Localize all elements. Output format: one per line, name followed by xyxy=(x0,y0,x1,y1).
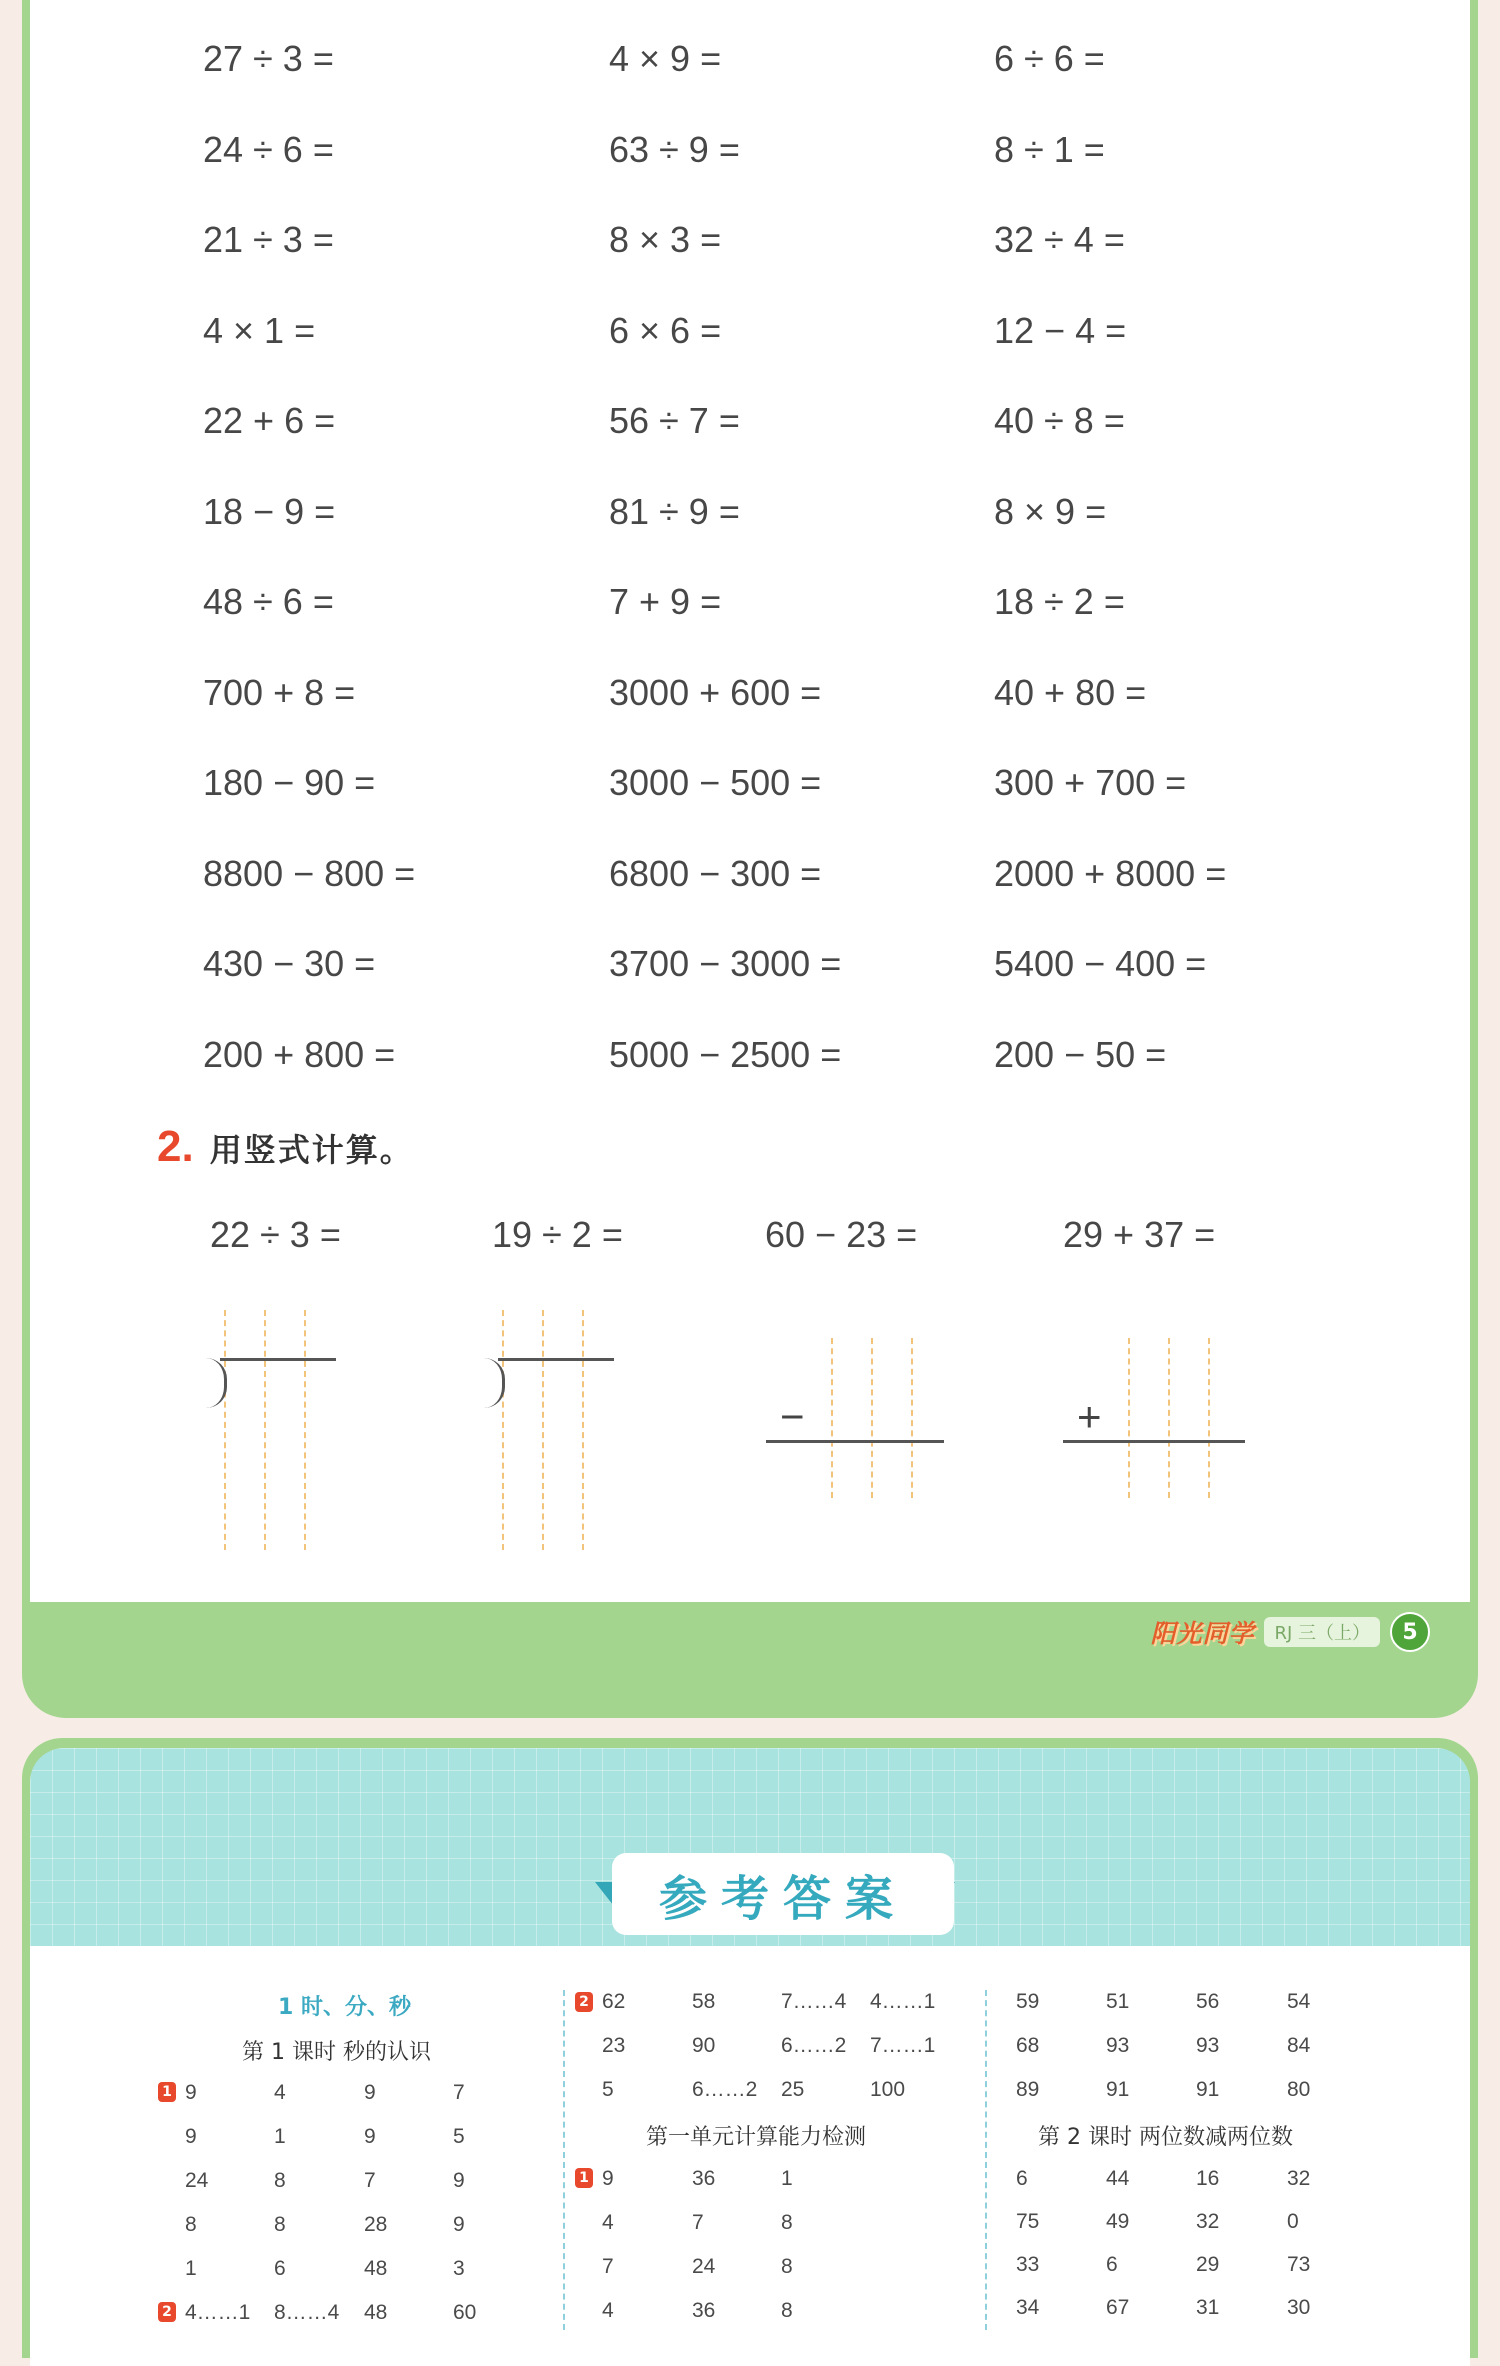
answer-value: 60 xyxy=(453,2301,477,2324)
vertical-problem: 60 − 23 = xyxy=(765,1214,918,1255)
answer-value: 30 xyxy=(1287,2296,1311,2319)
answer-value: 67 xyxy=(1106,2296,1130,2319)
answer-value: 1 xyxy=(274,2125,286,2148)
answer-value: 9 xyxy=(453,2169,465,2192)
calc-problem: 8800 − 800 = xyxy=(203,852,416,894)
calc-problem: 22 + 6 = xyxy=(203,400,336,441)
calc-problem: 7 + 9 = xyxy=(609,581,722,622)
calc-problem: 18 − 9 = xyxy=(203,490,336,532)
calc-problem: 56 ÷ 7 = xyxy=(609,400,740,441)
answer-value: 7 xyxy=(602,2255,614,2278)
calc-problem: 4 × 1 = xyxy=(203,309,316,351)
answer-value: 100 xyxy=(870,2078,906,2101)
calc-problem: 21 ÷ 3 = xyxy=(203,219,334,260)
calc-problem: 200 − 50 = xyxy=(994,1033,1167,1075)
answer-value: 4 xyxy=(274,2081,286,2104)
brand-logo: 阳光同学 xyxy=(1150,1619,1255,1648)
lesson-heading: 第 2 课时 两位数减两位数 xyxy=(1038,2125,1293,2150)
column-divider xyxy=(563,1990,565,2330)
answer-value: 34 xyxy=(1016,2296,1040,2319)
answer-value: 1 xyxy=(781,2167,793,2190)
answer-value: 16 xyxy=(1196,2167,1220,2190)
answer-value: 6 xyxy=(1016,2167,1028,2190)
answer-value: 49 xyxy=(1106,2210,1130,2233)
vertical-problem: 29 + 37 = xyxy=(1063,1214,1216,1255)
calc-problem: 8 × 3 = xyxy=(609,219,722,260)
answer-value: 75 xyxy=(1016,2210,1040,2233)
grade-label: RJ 三（上） xyxy=(1264,1617,1380,1647)
question-badge: 1 xyxy=(575,2168,593,2188)
answer-value: 9 xyxy=(185,2081,197,2104)
answer-value: 4……1 xyxy=(870,1990,936,2013)
answer-value: 90 xyxy=(692,2034,716,2057)
answer-value: 7……1 xyxy=(870,2034,936,2057)
answer-value: 36 xyxy=(692,2299,716,2322)
vertical-problem: 19 ÷ 2 = xyxy=(492,1214,623,1255)
answer-value: 91 xyxy=(1196,2078,1220,2101)
calc-problem: 5000 − 2500 = xyxy=(609,1033,842,1075)
plus-sign: + xyxy=(1077,1393,1102,1440)
answer-value: 4 xyxy=(602,2211,614,2234)
page-number: 5 xyxy=(1390,1612,1430,1652)
calc-problem: 4 × 9 = xyxy=(609,38,722,79)
answer-value: 7 xyxy=(453,2081,465,2104)
answer-value: 91 xyxy=(1106,2078,1130,2101)
lesson-heading: 第 1 课时 秒的认识 xyxy=(242,2040,431,2065)
minus-sign: − xyxy=(780,1393,805,1440)
answer-value: 93 xyxy=(1196,2034,1220,2057)
answer-value: 23 xyxy=(602,2034,626,2057)
question-badge: 1 xyxy=(158,2082,176,2102)
answer-value: 73 xyxy=(1287,2253,1311,2276)
answer-value: 8 xyxy=(274,2213,286,2236)
answer-value: 32 xyxy=(1287,2167,1311,2190)
calc-problem: 430 − 30 = xyxy=(203,943,376,984)
calc-problem: 6800 − 300 = xyxy=(609,852,822,894)
question-badge: 2 xyxy=(158,2302,176,2322)
calc-problem: 700 + 8 = xyxy=(203,671,356,713)
calc-problem: 200 + 800 = xyxy=(203,1033,396,1075)
answer-value: 44 xyxy=(1106,2167,1130,2190)
answer-value: 4……1 xyxy=(185,2301,251,2324)
answer-value: 48 xyxy=(364,2257,388,2280)
column-divider xyxy=(985,1990,987,2330)
answer-value: 5 xyxy=(453,2125,465,2148)
answer-value: 8 xyxy=(781,2299,793,2322)
vertical-problem: 22 ÷ 3 = xyxy=(210,1214,341,1255)
answer-value: 62 xyxy=(602,1990,626,2013)
calc-problem: 8 × 9 = xyxy=(994,490,1107,532)
calc-problem: 2000 + 8000 = xyxy=(994,852,1227,894)
calc-problem: 6 ÷ 6 = xyxy=(994,38,1105,79)
calc-problem: 6 × 6 = xyxy=(609,309,722,351)
answer-value: 84 xyxy=(1287,2034,1311,2057)
answer-value: 9 xyxy=(364,2081,376,2104)
answer-value: 8 xyxy=(274,2169,286,2192)
unit-heading: 1 时、分、秒 xyxy=(278,1995,411,2020)
answer-value: 29 xyxy=(1196,2253,1220,2276)
answer-value: 24 xyxy=(185,2169,209,2192)
division-line xyxy=(220,1358,336,1361)
answer-value: 56 xyxy=(1196,1990,1220,2013)
section-2-title xyxy=(157,1122,414,1172)
answer-value: 36 xyxy=(692,2167,716,2190)
answer-value: 51 xyxy=(1106,1990,1130,2013)
answer-value: 7 xyxy=(692,2211,704,2234)
calc-problem: 48 ÷ 6 = xyxy=(203,581,334,622)
answer-value: 32 xyxy=(1196,2210,1220,2233)
section-heading: 第一单元计算能力检测 xyxy=(646,2125,867,2150)
answer-value: 9 xyxy=(602,2167,614,2190)
answer-value: 93 xyxy=(1106,2034,1130,2057)
answer-value: 28 xyxy=(364,2213,388,2236)
answer-value: 68 xyxy=(1016,2034,1040,2057)
answer-value: 24 xyxy=(692,2255,716,2278)
calc-problem: 180 − 90 = xyxy=(203,762,376,803)
calc-problem: 300 + 700 = xyxy=(994,762,1187,803)
answer-value: 25 xyxy=(781,2078,805,2101)
calc-problem: 18 ÷ 2 = xyxy=(994,581,1125,622)
answer-value: 1 xyxy=(185,2257,197,2280)
answer-value: 8 xyxy=(185,2213,197,2236)
answer-value: 7 xyxy=(364,2169,376,2192)
calc-problem: 3000 − 500 = xyxy=(609,762,822,803)
division-line xyxy=(498,1358,614,1361)
answer-value: 4 xyxy=(602,2299,614,2322)
answer-value: 33 xyxy=(1016,2253,1040,2276)
answer-value: 0 xyxy=(1287,2210,1299,2233)
answer-value: 7……4 xyxy=(781,1990,847,2013)
answer-value: 9 xyxy=(364,2125,376,2148)
answer-value: 9 xyxy=(185,2125,197,2148)
answer-value: 59 xyxy=(1016,1990,1040,2013)
calc-problem: 32 ÷ 4 = xyxy=(994,219,1125,260)
answer-value: 48 xyxy=(364,2301,388,2324)
answer-value: 6 xyxy=(274,2257,286,2280)
answer-value: 54 xyxy=(1287,1990,1311,2013)
answer-value: 8 xyxy=(781,2211,793,2234)
answer-value: 31 xyxy=(1196,2296,1220,2319)
calc-problem: 5400 − 400 = xyxy=(994,943,1207,984)
answer-value: 80 xyxy=(1287,2078,1311,2101)
answer-value: 89 xyxy=(1016,2078,1040,2101)
answer-page xyxy=(22,1738,1478,2358)
answer-value: 8 xyxy=(781,2255,793,2278)
calc-problem: 40 + 80 = xyxy=(994,671,1147,713)
answer-value: 9 xyxy=(453,2213,465,2236)
answer-title: 参考答案 xyxy=(612,1853,954,1935)
section-instruction: 用竖式计算。 xyxy=(209,1131,414,1169)
calc-problem: 12 − 4 = xyxy=(994,309,1127,351)
calc-problem: 24 ÷ 6 = xyxy=(203,128,334,170)
answer-value: 6……2 xyxy=(781,2034,847,2057)
page-footer xyxy=(1150,1612,1430,1652)
calc-problem: 27 ÷ 3 = xyxy=(203,38,334,79)
calc-problem: 3000 + 600 = xyxy=(609,671,822,713)
answer-value: 8……4 xyxy=(274,2301,340,2324)
calc-problem: 63 ÷ 9 = xyxy=(609,128,740,170)
result-line xyxy=(766,1440,944,1443)
answer-value: 5 xyxy=(602,2078,614,2101)
calc-problem: 40 ÷ 8 = xyxy=(994,400,1125,441)
answer-value: 6 xyxy=(1106,2253,1118,2276)
answer-value: 6……2 xyxy=(692,2078,758,2101)
answer-value: 58 xyxy=(692,1990,716,2013)
calc-problem: 3700 − 3000 = xyxy=(609,943,842,984)
section-number: 2. xyxy=(157,1122,194,1171)
question-badge: 2 xyxy=(575,1992,593,2012)
calc-problem: 81 ÷ 9 = xyxy=(609,490,740,532)
answer-header xyxy=(30,1748,1470,1946)
result-line xyxy=(1063,1440,1245,1443)
calc-problem: 8 ÷ 1 = xyxy=(994,128,1105,170)
answer-value: 3 xyxy=(453,2257,465,2280)
